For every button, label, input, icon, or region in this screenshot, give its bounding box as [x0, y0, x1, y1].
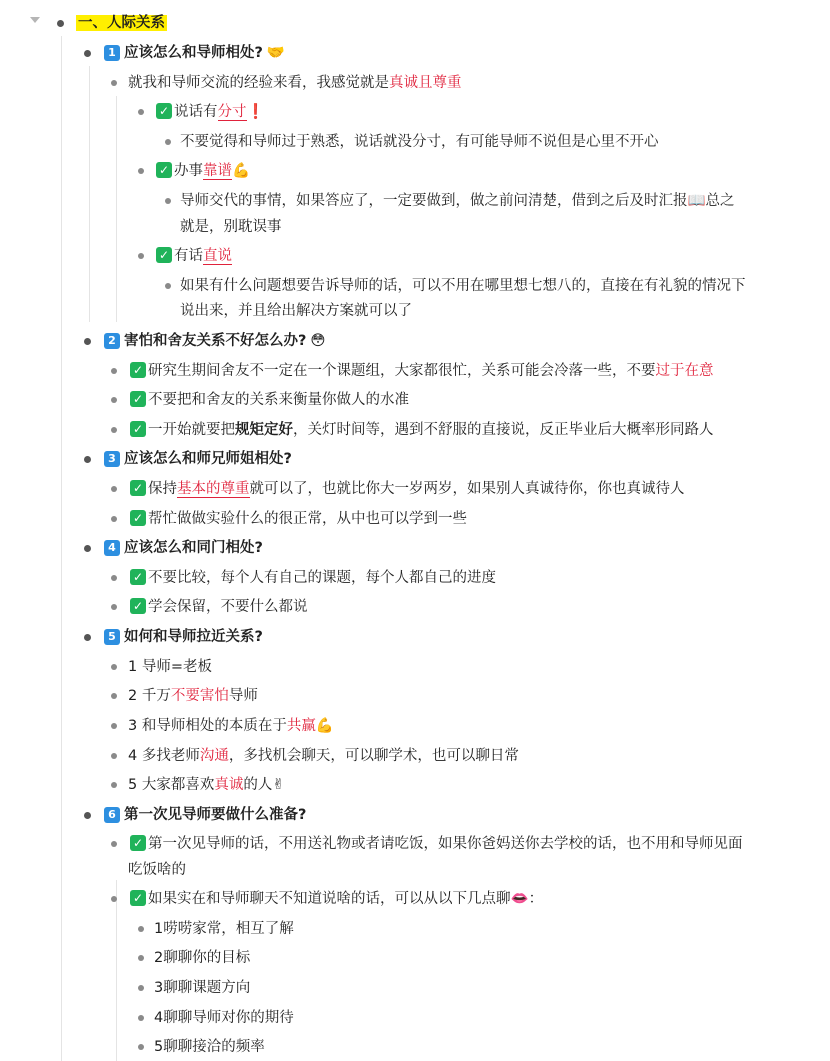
- check-icon: ✓: [130, 421, 146, 437]
- item-text: 导师: [228, 688, 258, 704]
- number-badge-icon: 2: [104, 333, 120, 349]
- item-text: ，多找机会聊天，可以聊学术，也可以聊日常: [228, 748, 519, 764]
- bullet-icon[interactable]: [111, 753, 117, 759]
- bullet-icon[interactable]: [84, 338, 91, 345]
- item-text: 办事: [174, 163, 203, 179]
- check-icon: ✓: [130, 890, 146, 906]
- highlight-text: 不要害怕: [170, 688, 229, 704]
- number-badge-icon: 1: [104, 45, 120, 61]
- item-text: 学会保留，不要什么都说: [148, 599, 308, 615]
- bullet-icon[interactable]: [111, 368, 117, 374]
- bullet-icon[interactable]: [111, 397, 117, 403]
- number-badge-icon: 4: [104, 540, 120, 556]
- item-text: 1唠唠家常，相互了解: [154, 921, 294, 937]
- question-title: 应该怎么和同门相处?: [124, 540, 263, 556]
- item-text: 保持: [148, 481, 177, 497]
- item-text: 说话有: [174, 104, 218, 120]
- bullet-icon[interactable]: [111, 604, 117, 610]
- bullet-icon[interactable]: [165, 283, 171, 289]
- item-text: 就我和导师交流的经验来看，我感觉就是: [128, 75, 389, 91]
- victory-hand-icon: ✌: [272, 777, 285, 793]
- check-icon: ✓: [130, 835, 146, 851]
- check-icon: ✓: [156, 247, 172, 263]
- check-icon: ✓: [156, 162, 172, 178]
- item-text: 如果有什么问题想要告诉导师的话，可以不用在哪里想七想八的，直接在有礼貌的情况下: [180, 278, 746, 294]
- bullet-icon[interactable]: [111, 664, 117, 670]
- flushed-face-icon: 😳: [310, 333, 326, 349]
- tree-guide-line: [116, 880, 117, 1061]
- item-text: 不要比较，每个人有自己的课题，每个人都自己的进度: [148, 570, 496, 586]
- item-text: 1 导师=老板: [128, 659, 212, 675]
- item-text: 2聊聊你的目标: [154, 950, 251, 966]
- bullet-icon[interactable]: [111, 427, 117, 433]
- item-text: ，关灯时间等，遇到不舒服的直接说，反正毕业后大概率形同路人: [293, 422, 714, 438]
- item-text: 4 多找老师: [128, 748, 200, 764]
- tree-guide-line: [116, 96, 117, 322]
- collapse-caret-icon[interactable]: [30, 17, 40, 23]
- bullet-icon[interactable]: [138, 1015, 144, 1021]
- check-icon: ✓: [130, 362, 146, 378]
- highlight-text: 直说: [203, 248, 232, 264]
- bullet-icon[interactable]: [84, 50, 91, 57]
- bullet-icon[interactable]: [111, 782, 117, 788]
- tree-guide-line: [61, 36, 62, 1061]
- check-icon: ✓: [130, 480, 146, 496]
- bullet-icon[interactable]: [138, 985, 144, 991]
- question-title: 第一次见导师要做什么准备?: [124, 807, 307, 823]
- bullet-icon[interactable]: [111, 896, 117, 902]
- bullet-icon[interactable]: [138, 168, 144, 174]
- question-title: 应该怎么和师兄师姐相处?: [124, 451, 292, 467]
- highlight-text: 沟通: [199, 748, 229, 764]
- highlight-text: 过于在意: [655, 363, 714, 379]
- highlight-text: 靠谱: [203, 163, 232, 179]
- check-icon: ✓: [130, 569, 146, 585]
- item-text: 第一次见导师的话，不用送礼物或者请吃饭，如果你爸妈送你去学校的话，也不用和导师见面: [148, 836, 743, 852]
- item-text: 就是，别耽误事: [180, 219, 282, 235]
- bullet-icon[interactable]: [111, 841, 117, 847]
- bullet-icon[interactable]: [111, 693, 117, 699]
- item-text: 3聊聊课题方向: [154, 980, 251, 996]
- bullet-icon[interactable]: [111, 80, 117, 86]
- question-title: 害怕和舍友关系不好怎么办?: [124, 333, 307, 349]
- item-text: 不要把和舍友的关系来衡量你做人的水准: [148, 392, 409, 408]
- bullet-icon[interactable]: [57, 20, 64, 27]
- exclamation-icon: ❗: [246, 104, 265, 120]
- item-text: 不要觉得和导师过于熟悉，说话就没分寸，有可能导师不说但是心里不开心: [180, 134, 659, 150]
- question-title: 应该怎么和导师相处?: [124, 45, 263, 61]
- number-badge-icon: 3: [104, 451, 120, 467]
- bullet-icon[interactable]: [138, 1044, 144, 1050]
- bullet-icon[interactable]: [84, 456, 91, 463]
- bullet-icon[interactable]: [138, 253, 144, 259]
- check-icon: ✓: [130, 391, 146, 407]
- item-text: 3 和导师相处的本质在于: [128, 718, 287, 734]
- item-text: 如果实在和导师聊天不知道说啥的话，可以从以下几点聊: [148, 891, 511, 907]
- check-icon: ✓: [130, 598, 146, 614]
- highlight-text: 基本的尊重: [177, 481, 250, 497]
- bullet-icon[interactable]: [111, 575, 117, 581]
- bullet-icon[interactable]: [84, 812, 91, 819]
- question-title: 如何和导师拉近关系?: [124, 629, 263, 645]
- item-text: 研究生期间舍友不一定在一个课题组，大家都很忙，关系可能会冷落一些，不要: [148, 363, 656, 379]
- item-text: 5 大家都喜欢: [128, 777, 215, 793]
- lips-icon: 👄: [510, 891, 529, 907]
- item-text: 吃饭啥的: [128, 862, 186, 878]
- section-title: 一、人际关系: [78, 15, 165, 31]
- bullet-icon[interactable]: [138, 109, 144, 115]
- bullet-icon[interactable]: [84, 634, 91, 641]
- bullet-icon[interactable]: [84, 545, 91, 552]
- item-text: 2 千万: [128, 688, 171, 704]
- bullet-icon[interactable]: [165, 198, 171, 204]
- check-icon: ✓: [130, 510, 146, 526]
- bullet-icon[interactable]: [138, 926, 144, 932]
- item-text: 一开始就要把: [148, 422, 235, 438]
- bold-text: 规矩定好: [235, 422, 293, 438]
- item-text: 就可以了，也就比你大一岁两岁，如果别人真诚待你，你也真诚待人: [249, 481, 685, 497]
- number-badge-icon: 6: [104, 807, 120, 823]
- highlight-text: 真诚且尊重: [389, 75, 462, 91]
- bullet-icon[interactable]: [138, 955, 144, 961]
- bullet-icon[interactable]: [165, 139, 171, 145]
- item-text: 的人: [243, 777, 273, 793]
- item-text: 导师交代的事情，如果答应了，一定要做到，做之前问清楚，借到之后及时汇报📖总之: [180, 193, 735, 209]
- muscle-icon: 💪: [232, 163, 251, 179]
- bullet-icon[interactable]: [111, 486, 117, 492]
- item-text: 帮忙做做实验什么的很正常，从中也可以学到一些: [148, 511, 467, 527]
- item-text: 4聊聊导师对你的期待: [154, 1010, 294, 1026]
- highlight-text: 真诚: [214, 777, 244, 793]
- bullet-icon[interactable]: [111, 723, 117, 729]
- item-text: ：: [528, 891, 544, 907]
- item-text: 有话: [174, 248, 203, 264]
- number-badge-icon: 5: [104, 629, 120, 645]
- muscle-icon: 💪: [315, 718, 334, 734]
- tree-guide-line: [89, 66, 90, 322]
- highlight-text: 分寸: [217, 104, 247, 120]
- highlight-text: 共赢: [286, 718, 316, 734]
- item-text: 5聊聊接洽的频率: [154, 1039, 265, 1055]
- handshake-icon: 🤝: [266, 45, 285, 61]
- item-text: 说出来，并且给出解决方案就可以了: [180, 303, 412, 319]
- bullet-icon[interactable]: [111, 516, 117, 522]
- check-icon: ✓: [156, 103, 172, 119]
